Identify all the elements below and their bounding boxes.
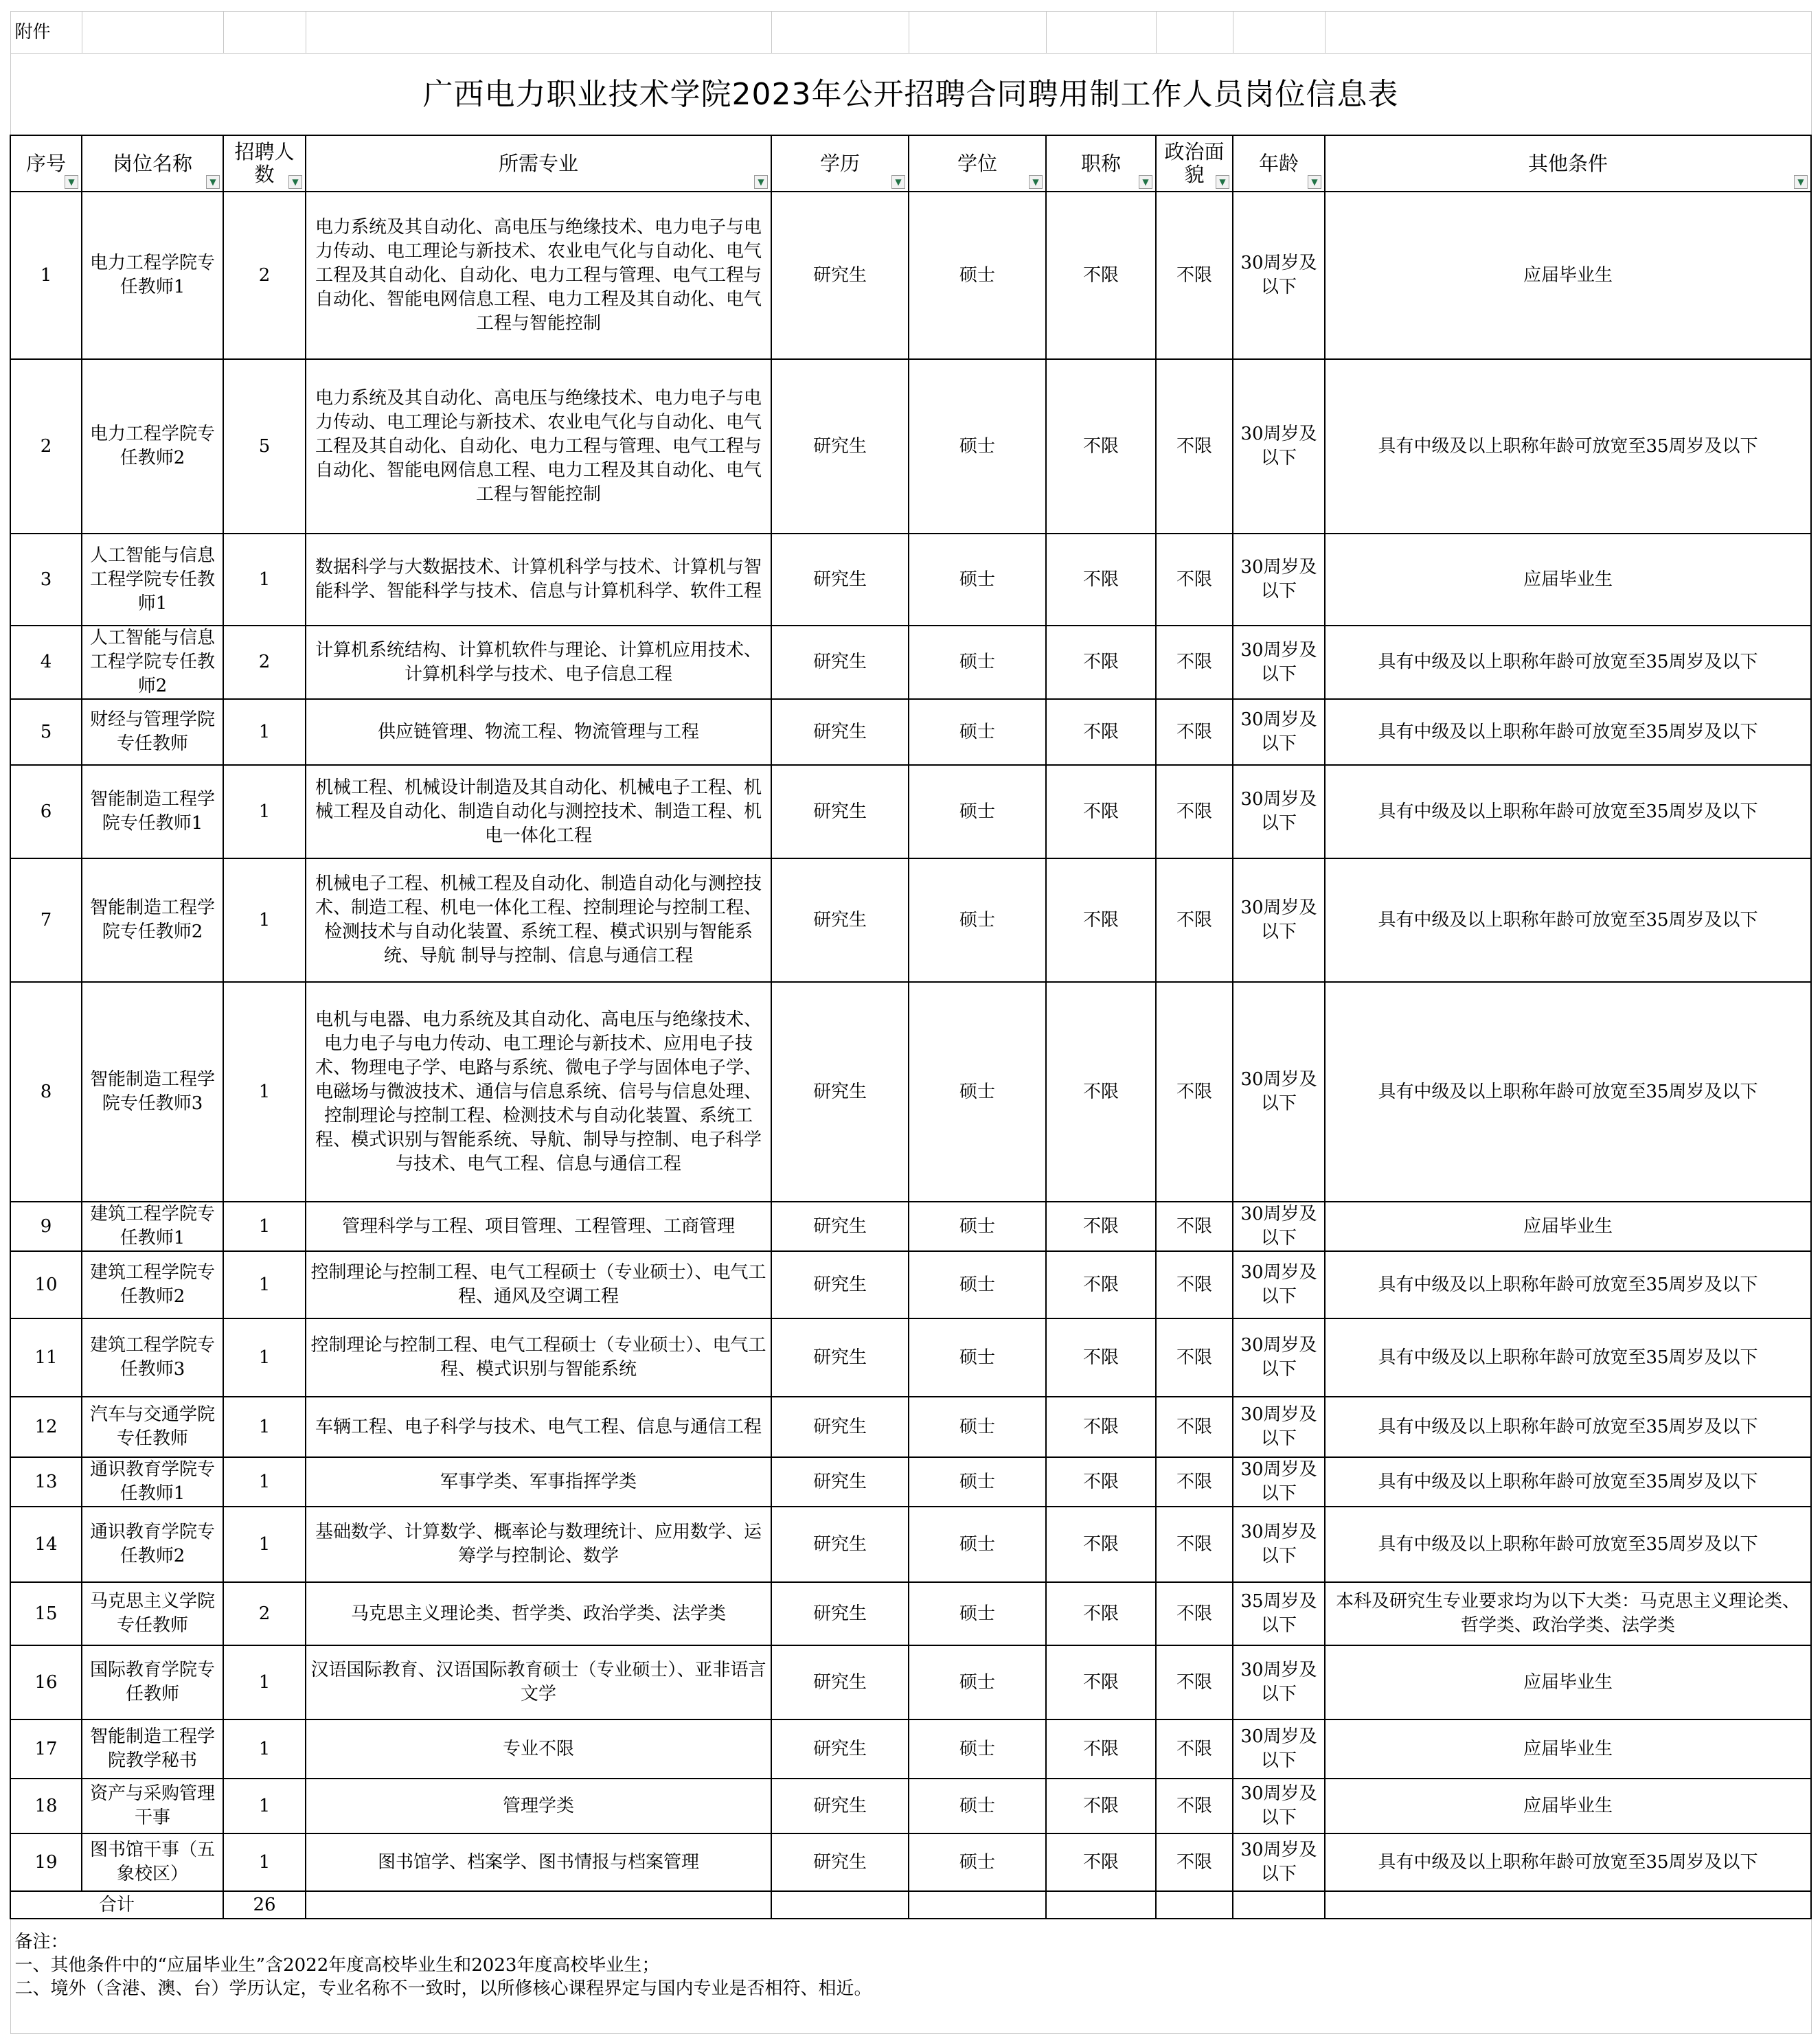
row-major[interactable]: 基础数学、计算数学、概率论与数理统计、应用数学、运筹学与控制论、数学 bbox=[306, 1507, 771, 1582]
row-no[interactable]: 10 bbox=[10, 1251, 82, 1318]
row-age[interactable]: 30周岁及以下 bbox=[1233, 192, 1325, 359]
row-title[interactable]: 不限 bbox=[1046, 1251, 1156, 1318]
row-no[interactable]: 7 bbox=[10, 858, 82, 982]
row-degree[interactable]: 硕士 bbox=[909, 1318, 1046, 1397]
row-post-name[interactable]: 通识教育学院专任教师2 bbox=[82, 1507, 223, 1582]
row-major[interactable]: 电力系统及其自动化、高电压与绝缘技术、电力电子与电力传动、电工理论与新技术、农业电气化与自动化、电气工程及其自动化、自动化、电力工程与管理、电气工程与自动化、智能电网信息工程、电力工程及其自动化、电气工程与智能控制 bbox=[306, 192, 771, 359]
row-no[interactable]: 6 bbox=[10, 765, 82, 858]
row-count[interactable]: 2 bbox=[223, 626, 306, 699]
header-degree[interactable]: 学位 ▼ bbox=[909, 135, 1046, 192]
table-row bbox=[10, 1202, 1811, 1251]
table-row bbox=[10, 1251, 1811, 1318]
row-major[interactable]: 机械电子工程、机械工程及自动化、制造自动化与测控技术、制造工程、机电一体化工程、控制理论与控制工程、检测技术与自动化装置、系统工程、模式识别与智能系统、导航 制导与控制、信息与通信工程 bbox=[306, 858, 771, 982]
row-count[interactable]: 5 bbox=[223, 359, 306, 534]
row-degree[interactable]: 硕士 bbox=[909, 1457, 1046, 1507]
row-count[interactable]: 1 bbox=[223, 765, 306, 858]
row-post-name[interactable]: 智能制造工程学院专任教师1 bbox=[82, 765, 223, 858]
row-major[interactable]: 车辆工程、电子科学与技术、电气工程、信息与通信工程 bbox=[306, 1397, 771, 1457]
row-other[interactable]: 应届毕业生 bbox=[1325, 1779, 1811, 1833]
row-no[interactable]: 9 bbox=[10, 1202, 82, 1251]
header-post[interactable]: 岗位名称 ▼ bbox=[82, 135, 223, 192]
row-count[interactable]: 1 bbox=[223, 1779, 306, 1833]
row-major[interactable]: 图书馆学、档案学、图书情报与档案管理 bbox=[306, 1833, 771, 1891]
row-count[interactable]: 1 bbox=[223, 1507, 306, 1582]
row-count[interactable]: 1 bbox=[223, 1457, 306, 1507]
title-row bbox=[10, 54, 1811, 136]
row-no[interactable]: 4 bbox=[10, 626, 82, 699]
row-degree[interactable]: 硕士 bbox=[909, 359, 1046, 534]
data-rows bbox=[10, 192, 1811, 1891]
notes-heading: 备注： bbox=[14, 1932, 69, 1952]
row-no[interactable]: 15 bbox=[10, 1582, 82, 1645]
row-no[interactable]: 2 bbox=[10, 359, 82, 534]
row-education[interactable]: 研究生 bbox=[771, 1582, 909, 1645]
row-degree[interactable]: 硕士 bbox=[909, 699, 1046, 765]
row-post-name[interactable]: 电力工程学院专任教师2 bbox=[82, 359, 223, 534]
total-label[interactable]: 合计 bbox=[10, 1891, 223, 1919]
row-major[interactable]: 专业不限 bbox=[306, 1719, 771, 1779]
row-other[interactable]: 具有中级及以上职称年龄可放宽至35周岁及以下 bbox=[1325, 765, 1811, 858]
appendix-label[interactable]: 附件 bbox=[10, 12, 82, 54]
filter-dropdown-icon[interactable]: ▼ bbox=[891, 175, 905, 189]
row-major[interactable]: 管理科学与工程、项目管理、工程管理、工商管理 bbox=[306, 1202, 771, 1251]
row-count[interactable]: 1 bbox=[223, 1833, 306, 1891]
row-no[interactable]: 8 bbox=[10, 982, 82, 1202]
row-other[interactable]: 应届毕业生 bbox=[1325, 534, 1811, 626]
table-row bbox=[10, 699, 1811, 765]
row-political[interactable]: 不限 bbox=[1156, 858, 1233, 982]
filter-dropdown-icon[interactable]: ▼ bbox=[206, 175, 220, 189]
row-degree[interactable]: 硕士 bbox=[909, 1645, 1046, 1719]
row-post-name[interactable]: 建筑工程学院专任教师2 bbox=[82, 1251, 223, 1318]
row-no[interactable]: 11 bbox=[10, 1318, 82, 1397]
row-major[interactable]: 汉语国际教育、汉语国际教育硕士（专业硕士）、亚非语言文学 bbox=[306, 1645, 771, 1719]
row-post-name[interactable]: 国际教育学院专任教师 bbox=[82, 1645, 223, 1719]
row-post-name[interactable]: 通识教育学院专任教师1 bbox=[82, 1457, 223, 1507]
row-post-name[interactable]: 资产与采购管理干事 bbox=[82, 1779, 223, 1833]
row-post-name[interactable]: 智能制造工程学院专任教师3 bbox=[82, 982, 223, 1202]
row-other[interactable]: 具有中级及以上职称年龄可放宽至35周岁及以下 bbox=[1325, 1833, 1811, 1891]
row-title[interactable]: 不限 bbox=[1046, 1645, 1156, 1719]
row-major[interactable]: 控制理论与控制工程、电气工程硕士（专业硕士）、电气工程、模式识别与智能系统 bbox=[306, 1318, 771, 1397]
row-political[interactable]: 不限 bbox=[1156, 1719, 1233, 1779]
row-major[interactable]: 控制理论与控制工程、电气工程硕士（专业硕士）、电气工程、通风及空调工程 bbox=[306, 1251, 771, 1318]
row-education[interactable]: 研究生 bbox=[771, 359, 909, 534]
row-other[interactable]: 具有中级及以上职称年龄可放宽至35周岁及以下 bbox=[1325, 359, 1811, 534]
row-major[interactable]: 电机与电器、电力系统及其自动化、高电压与绝缘技术、电力电子与电力传动、电工理论与新技术、应用电子技术、物理电子学、电路与系统、微电子学与固体电子学、电磁场与微波技术、通信与信息系统、信号与信息处理、控制理论与控制工程、检测技术与自动化装置、系统工程、模式识别与智能系统、导航、制导与控制、电子科学与技术、电气工程、信息与通信工程 bbox=[306, 982, 771, 1202]
table-row bbox=[10, 1719, 1811, 1779]
row-education[interactable]: 研究生 bbox=[771, 1645, 909, 1719]
table-row bbox=[10, 1582, 1811, 1645]
row-title[interactable]: 不限 bbox=[1046, 1779, 1156, 1833]
row-education[interactable]: 研究生 bbox=[771, 1507, 909, 1582]
filter-dropdown-icon[interactable]: ▼ bbox=[1308, 175, 1321, 189]
table-row bbox=[10, 1507, 1811, 1582]
row-degree[interactable]: 硕士 bbox=[909, 765, 1046, 858]
row-no[interactable]: 1 bbox=[10, 192, 82, 359]
row-post-name[interactable]: 人工智能与信息工程学院专任教师2 bbox=[82, 626, 223, 699]
row-political[interactable]: 不限 bbox=[1156, 1397, 1233, 1457]
notes-cell[interactable] bbox=[10, 1919, 1811, 2034]
table-row bbox=[10, 1779, 1811, 1833]
row-title[interactable]: 不限 bbox=[1046, 1833, 1156, 1891]
table-row bbox=[10, 858, 1811, 982]
row-count[interactable]: 2 bbox=[223, 1582, 306, 1645]
row-age[interactable]: 35周岁及以下 bbox=[1233, 1582, 1325, 1645]
row-political[interactable]: 不限 bbox=[1156, 626, 1233, 699]
row-count[interactable]: 1 bbox=[223, 1719, 306, 1779]
notes-row bbox=[10, 1919, 1811, 2034]
row-no[interactable]: 16 bbox=[10, 1645, 82, 1719]
row-age[interactable]: 30周岁及以下 bbox=[1233, 982, 1325, 1202]
filter-dropdown-icon[interactable]: ▼ bbox=[1029, 175, 1043, 189]
row-major[interactable]: 电力系统及其自动化、高电压与绝缘技术、电力电子与电力传动、电工理论与新技术、农业电气化与自动化、电气工程及其自动化、自动化、电力工程与管理、电气工程与自动化、智能电网信息工程、电力工程及其自动化、电气工程与智能控制 bbox=[306, 359, 771, 534]
row-other[interactable]: 具有中级及以上职称年龄可放宽至35周岁及以下 bbox=[1325, 626, 1811, 699]
row-age[interactable]: 30周岁及以下 bbox=[1233, 765, 1325, 858]
row-other[interactable]: 具有中级及以上职称年龄可放宽至35周岁及以下 bbox=[1325, 1251, 1811, 1318]
row-title[interactable]: 不限 bbox=[1046, 1507, 1156, 1582]
row-education[interactable]: 研究生 bbox=[771, 699, 909, 765]
row-post-name[interactable]: 图书馆干事（五象校区） bbox=[82, 1833, 223, 1891]
note-line-1: 一、其他条件中的“应届毕业生”含2022年度高校毕业生和2023年度高校毕业生； bbox=[14, 1955, 660, 1976]
table-row bbox=[10, 192, 1811, 359]
row-degree[interactable]: 硕士 bbox=[909, 1833, 1046, 1891]
row-title[interactable]: 不限 bbox=[1046, 982, 1156, 1202]
row-post-name[interactable]: 电力工程学院专任教师1 bbox=[82, 192, 223, 359]
row-title[interactable]: 不限 bbox=[1046, 765, 1156, 858]
row-political[interactable]: 不限 bbox=[1156, 1457, 1233, 1507]
table-row bbox=[10, 1457, 1811, 1507]
note-line-2: 二、境外（含港、澳、台）学历认定，专业名称不一致时，以所修核心课程界定与国内专业是否相符、相近。 bbox=[14, 1978, 872, 1999]
row-education[interactable]: 研究生 bbox=[771, 1318, 909, 1397]
row-political[interactable]: 不限 bbox=[1156, 1833, 1233, 1891]
row-degree[interactable]: 硕士 bbox=[909, 1507, 1046, 1582]
spreadsheet bbox=[10, 11, 1810, 2034]
row-age[interactable]: 30周岁及以下 bbox=[1233, 359, 1325, 534]
row-post-name[interactable]: 建筑工程学院专任教师1 bbox=[82, 1202, 223, 1251]
row-other[interactable]: 具有中级及以上职称年龄可放宽至35周岁及以下 bbox=[1325, 699, 1811, 765]
row-count[interactable]: 1 bbox=[223, 699, 306, 765]
total-row bbox=[10, 1891, 1811, 1919]
row-title[interactable]: 不限 bbox=[1046, 1457, 1156, 1507]
filter-dropdown-icon[interactable]: ▼ bbox=[288, 175, 302, 189]
row-education[interactable]: 研究生 bbox=[771, 1251, 909, 1318]
row-no[interactable]: 17 bbox=[10, 1719, 82, 1779]
row-degree[interactable]: 硕士 bbox=[909, 1719, 1046, 1779]
filter-dropdown-icon[interactable]: ▼ bbox=[1139, 175, 1152, 189]
row-other[interactable]: 应届毕业生 bbox=[1325, 1645, 1811, 1719]
filter-dropdown-icon[interactable]: ▼ bbox=[1216, 175, 1229, 189]
row-age[interactable]: 30周岁及以下 bbox=[1233, 699, 1325, 765]
row-major[interactable]: 马克思主义理论类、哲学类、政治学类、法学类 bbox=[306, 1582, 771, 1645]
row-major[interactable]: 军事学类、军事指挥学类 bbox=[306, 1457, 771, 1507]
row-count[interactable]: 1 bbox=[223, 1318, 306, 1397]
row-major[interactable]: 计算机系统结构、计算机软件与理论、计算机应用技术、计算机科学与技术、电子信息工程 bbox=[306, 626, 771, 699]
row-political[interactable]: 不限 bbox=[1156, 982, 1233, 1202]
row-age[interactable]: 30周岁及以下 bbox=[1233, 1507, 1325, 1582]
row-education[interactable]: 研究生 bbox=[771, 534, 909, 626]
row-title[interactable]: 不限 bbox=[1046, 699, 1156, 765]
row-title[interactable]: 不限 bbox=[1046, 534, 1156, 626]
row-title[interactable]: 不限 bbox=[1046, 626, 1156, 699]
row-other[interactable]: 应届毕业生 bbox=[1325, 1719, 1811, 1779]
row-age[interactable]: 30周岁及以下 bbox=[1233, 534, 1325, 626]
row-major[interactable]: 数据科学与大数据技术、计算机科学与技术、计算机与智能科学、智能科学与技术、信息与计算机科学、软件工程 bbox=[306, 534, 771, 626]
table-row bbox=[10, 1645, 1811, 1719]
row-other[interactable]: 具有中级及以上职称年龄可放宽至35周岁及以下 bbox=[1325, 1397, 1811, 1457]
row-age[interactable]: 30周岁及以下 bbox=[1233, 1397, 1325, 1457]
header-political[interactable]: 政治面貌 ▼ bbox=[1156, 135, 1233, 192]
table-row bbox=[10, 1833, 1811, 1891]
table-row bbox=[10, 359, 1811, 534]
row-age[interactable]: 30周岁及以下 bbox=[1233, 858, 1325, 982]
filter-dropdown-icon[interactable]: ▼ bbox=[754, 175, 768, 189]
row-degree[interactable]: 硕士 bbox=[909, 1779, 1046, 1833]
row-political[interactable]: 不限 bbox=[1156, 1779, 1233, 1833]
row-education[interactable]: 研究生 bbox=[771, 982, 909, 1202]
row-education[interactable]: 研究生 bbox=[771, 1779, 909, 1833]
row-other[interactable]: 具有中级及以上职称年龄可放宽至35周岁及以下 bbox=[1325, 858, 1811, 982]
row-age[interactable]: 30周岁及以下 bbox=[1233, 1251, 1325, 1318]
row-no[interactable]: 14 bbox=[10, 1507, 82, 1582]
header-age[interactable]: 年龄 ▼ bbox=[1233, 135, 1325, 192]
row-degree[interactable]: 硕士 bbox=[909, 1582, 1046, 1645]
row-education[interactable]: 研究生 bbox=[771, 765, 909, 858]
header-count[interactable]: 招聘人数 ▼ bbox=[223, 135, 306, 192]
row-degree[interactable]: 硕士 bbox=[909, 982, 1046, 1202]
row-major[interactable]: 机械工程、机械设计制造及其自动化、机械电子工程、机械工程及自动化、制造自动化与测控技术、制造工程、机电一体化工程 bbox=[306, 765, 771, 858]
row-education[interactable]: 研究生 bbox=[771, 1202, 909, 1251]
table-row bbox=[10, 1397, 1811, 1457]
row-no[interactable]: 3 bbox=[10, 534, 82, 626]
row-political[interactable]: 不限 bbox=[1156, 765, 1233, 858]
row-age[interactable]: 30周岁及以下 bbox=[1233, 1202, 1325, 1251]
row-no[interactable]: 5 bbox=[10, 699, 82, 765]
row-age[interactable]: 30周岁及以下 bbox=[1233, 1457, 1325, 1507]
row-count[interactable]: 1 bbox=[223, 1202, 306, 1251]
row-political[interactable]: 不限 bbox=[1156, 359, 1233, 534]
row-education[interactable]: 研究生 bbox=[771, 626, 909, 699]
row-no[interactable]: 12 bbox=[10, 1397, 82, 1457]
row-age[interactable]: 30周岁及以下 bbox=[1233, 1318, 1325, 1397]
row-political[interactable]: 不限 bbox=[1156, 1645, 1233, 1719]
row-other[interactable]: 具有中级及以上职称年龄可放宽至35周岁及以下 bbox=[1325, 1507, 1811, 1582]
header-title[interactable]: 职称 ▼ bbox=[1046, 135, 1156, 192]
row-count[interactable]: 1 bbox=[223, 858, 306, 982]
row-post-name[interactable]: 汽车与交通学院专任教师 bbox=[82, 1397, 223, 1457]
filter-dropdown-icon[interactable]: ▼ bbox=[65, 175, 78, 189]
row-major[interactable]: 供应链管理、物流工程、物流管理与工程 bbox=[306, 699, 771, 765]
header-no[interactable]: 序号 ▼ bbox=[10, 135, 82, 192]
table-row bbox=[10, 626, 1811, 699]
row-age[interactable]: 30周岁及以下 bbox=[1233, 1645, 1325, 1719]
row-count[interactable]: 1 bbox=[223, 1645, 306, 1719]
row-post-name[interactable]: 建筑工程学院专任教师3 bbox=[82, 1318, 223, 1397]
row-degree[interactable]: 硕士 bbox=[909, 534, 1046, 626]
row-count[interactable]: 1 bbox=[223, 1251, 306, 1318]
row-degree[interactable]: 硕士 bbox=[909, 626, 1046, 699]
row-political[interactable]: 不限 bbox=[1156, 534, 1233, 626]
row-count[interactable]: 1 bbox=[223, 1397, 306, 1457]
row-post-name[interactable]: 智能制造工程学院专任教师2 bbox=[82, 858, 223, 982]
row-education[interactable]: 研究生 bbox=[771, 1457, 909, 1507]
row-title[interactable]: 不限 bbox=[1046, 1582, 1156, 1645]
row-count[interactable]: 1 bbox=[223, 534, 306, 626]
row-political[interactable]: 不限 bbox=[1156, 192, 1233, 359]
row-other[interactable]: 本科及研究生专业要求均为以下大类：马克思主义理论类、哲学类、政治学类、法学类 bbox=[1325, 1582, 1811, 1645]
row-title[interactable]: 不限 bbox=[1046, 1318, 1156, 1397]
header-row bbox=[10, 135, 1811, 192]
filter-dropdown-icon[interactable]: ▼ bbox=[1794, 175, 1808, 189]
row-degree[interactable]: 硕士 bbox=[909, 858, 1046, 982]
row-no[interactable]: 18 bbox=[10, 1779, 82, 1833]
row-count[interactable]: 2 bbox=[223, 192, 306, 359]
header-major[interactable]: 所需专业 ▼ bbox=[306, 135, 771, 192]
row-title[interactable]: 不限 bbox=[1046, 1397, 1156, 1457]
table-row bbox=[10, 765, 1811, 858]
row-title[interactable]: 不限 bbox=[1046, 858, 1156, 982]
row-title[interactable]: 不限 bbox=[1046, 1202, 1156, 1251]
row-education[interactable]: 研究生 bbox=[771, 1833, 909, 1891]
job-info-table bbox=[10, 11, 1812, 2034]
table-title[interactable]: 广西电力职业技术学院2023年公开招聘合同聘用制工作人员岗位信息表 bbox=[10, 54, 1811, 136]
row-other[interactable]: 具有中级及以上职称年龄可放宽至35周岁及以下 bbox=[1325, 982, 1811, 1202]
row-political[interactable]: 不限 bbox=[1156, 1582, 1233, 1645]
row-post-name[interactable]: 马克思主义学院专任教师 bbox=[82, 1582, 223, 1645]
appendix-row bbox=[10, 12, 1811, 54]
row-education[interactable]: 研究生 bbox=[771, 192, 909, 359]
row-education[interactable]: 研究生 bbox=[771, 1719, 909, 1779]
row-political[interactable]: 不限 bbox=[1156, 699, 1233, 765]
table-row bbox=[10, 1318, 1811, 1397]
row-other[interactable]: 应届毕业生 bbox=[1325, 192, 1811, 359]
row-age[interactable]: 30周岁及以下 bbox=[1233, 1719, 1325, 1779]
row-political[interactable]: 不限 bbox=[1156, 1202, 1233, 1251]
row-age[interactable]: 30周岁及以下 bbox=[1233, 1833, 1325, 1891]
row-other[interactable]: 具有中级及以上职称年龄可放宽至35周岁及以下 bbox=[1325, 1318, 1811, 1397]
row-education[interactable]: 研究生 bbox=[771, 1397, 909, 1457]
row-title[interactable]: 不限 bbox=[1046, 1719, 1156, 1779]
row-degree[interactable]: 硕士 bbox=[909, 192, 1046, 359]
row-political[interactable]: 不限 bbox=[1156, 1318, 1233, 1397]
row-title[interactable]: 不限 bbox=[1046, 192, 1156, 359]
row-degree[interactable]: 硕士 bbox=[909, 1251, 1046, 1318]
row-title[interactable]: 不限 bbox=[1046, 359, 1156, 534]
row-age[interactable]: 30周岁及以下 bbox=[1233, 626, 1325, 699]
row-political[interactable]: 不限 bbox=[1156, 1251, 1233, 1318]
total-count[interactable]: 26 bbox=[223, 1891, 306, 1919]
row-other[interactable]: 应届毕业生 bbox=[1325, 1202, 1811, 1251]
row-education[interactable]: 研究生 bbox=[771, 858, 909, 982]
row-post-name[interactable]: 财经与管理学院专任教师 bbox=[82, 699, 223, 765]
row-political[interactable]: 不限 bbox=[1156, 1507, 1233, 1582]
table-row bbox=[10, 982, 1811, 1202]
row-post-name[interactable]: 人工智能与信息工程学院专任教师1 bbox=[82, 534, 223, 626]
row-age[interactable]: 30周岁及以下 bbox=[1233, 1779, 1325, 1833]
table-row bbox=[10, 534, 1811, 626]
row-count[interactable]: 1 bbox=[223, 982, 306, 1202]
header-edu[interactable]: 学历 ▼ bbox=[771, 135, 909, 192]
row-no[interactable]: 13 bbox=[10, 1457, 82, 1507]
row-major[interactable]: 管理学类 bbox=[306, 1779, 771, 1833]
header-other[interactable]: 其他条件 ▼ bbox=[1325, 135, 1811, 192]
row-no[interactable]: 19 bbox=[10, 1833, 82, 1891]
row-other[interactable]: 具有中级及以上职称年龄可放宽至35周岁及以下 bbox=[1325, 1457, 1811, 1507]
row-post-name[interactable]: 智能制造工程学院教学秘书 bbox=[82, 1719, 223, 1779]
row-degree[interactable]: 硕士 bbox=[909, 1202, 1046, 1251]
row-degree[interactable]: 硕士 bbox=[909, 1397, 1046, 1457]
